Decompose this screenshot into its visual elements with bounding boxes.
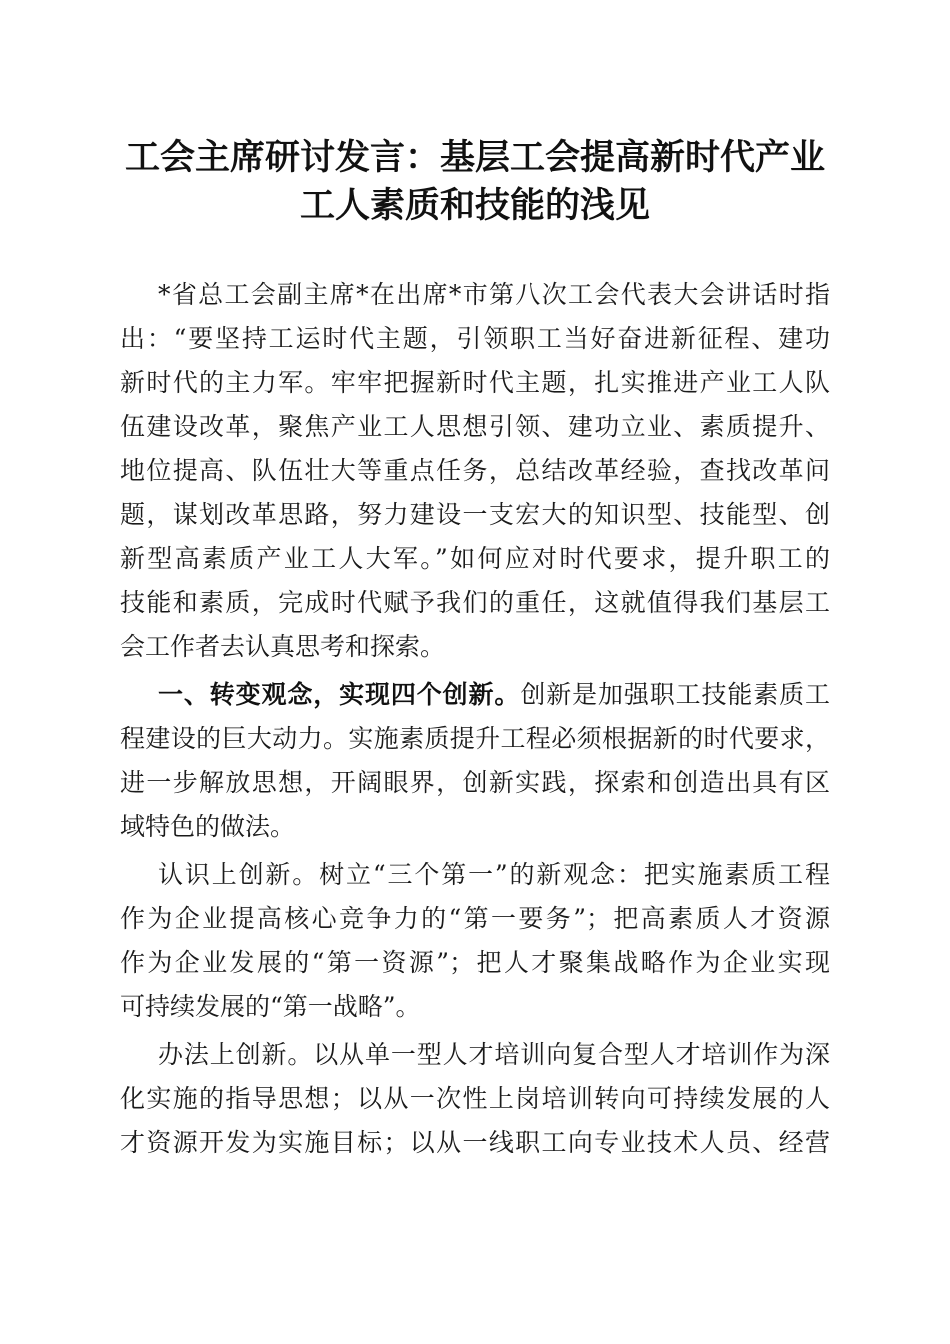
document-title-line-2: 工人素质和技能的浅见: [299, 185, 650, 226]
paragraph-2-line-1: [158, 673, 830, 717]
paragraph-1-line-5: 地位提高、队伍壮大等重点任务，总结改革经验，查找改革问: [120, 456, 830, 485]
paragraph-1-line-1: *省总工会副主席*在出席*市第八次工会代表大会讲话时指: [158, 280, 830, 309]
paragraph-3-line-4: 可持续发展的“第一战略”。: [120, 992, 421, 1021]
paragraph-1-line-2: 出：“要坚持工运时代主题，引领职工当好奋进新征程、建功: [120, 324, 830, 353]
paragraph-1-line-8: 技能和素质，完成时代赋予我们的重任，这就值得我们基层工: [120, 588, 830, 617]
section-heading: 一、转变观念，实现四个创新。: [158, 680, 521, 709]
paragraph-3-line-3: 作为企业发展的“第一资源”；把人才聚集战略作为企业实现: [120, 948, 830, 977]
paragraph-4-line-3: 才资源开发为实施目标；以从一线职工向专业技术人员、经营: [120, 1128, 830, 1157]
paragraph-2-line-2: 程建设的巨大动力。实施素质提升工程必须根据新的时代要求，: [120, 724, 830, 753]
paragraph-4-line-2: 化实施的指导思想；以从一次性上岗培训转向可持续发展的人: [120, 1084, 830, 1113]
paragraph-1-line-3: 新时代的主力军。牢牢把握新时代主题，扎实推进产业工人队: [120, 368, 830, 397]
paragraph-1-line-7: 新型高素质产业工人大军。”如何应对时代要求，提升职工的: [120, 544, 830, 573]
paragraph-1-line-6: 题，谋划改革思路，努力建设一支宏大的知识型、技能型、创: [120, 500, 830, 529]
paragraph-1-line-4: 伍建设改革，聚焦产业工人思想引领、建功立业、素质提升、: [120, 412, 830, 441]
paragraph-4-line-1: 办法上创新。以从单一型人才培训向复合型人才培训作为深: [158, 1040, 830, 1069]
paragraph-2-text: 创新是加强职工技能素质工: [520, 680, 830, 709]
paragraph-2-line-3: 进一步解放思想，开阔眼界，创新实践，探索和创造出具有区: [120, 768, 830, 797]
paragraph-1-line-9: 会工作者去认真思考和探索。: [120, 632, 446, 661]
document-title-line-1: 工会主席研讨发言：基层工会提高新时代产业: [124, 137, 825, 178]
paragraph-3-line-1: 认识上创新。树立“三个第一”的新观念：把实施素质工程: [158, 860, 830, 889]
paragraph-3-line-2: 作为企业提高核心竞争力的“第一要务”；把高素质人才资源: [120, 904, 830, 933]
paragraph-2-line-4: 域特色的做法。: [120, 812, 296, 841]
